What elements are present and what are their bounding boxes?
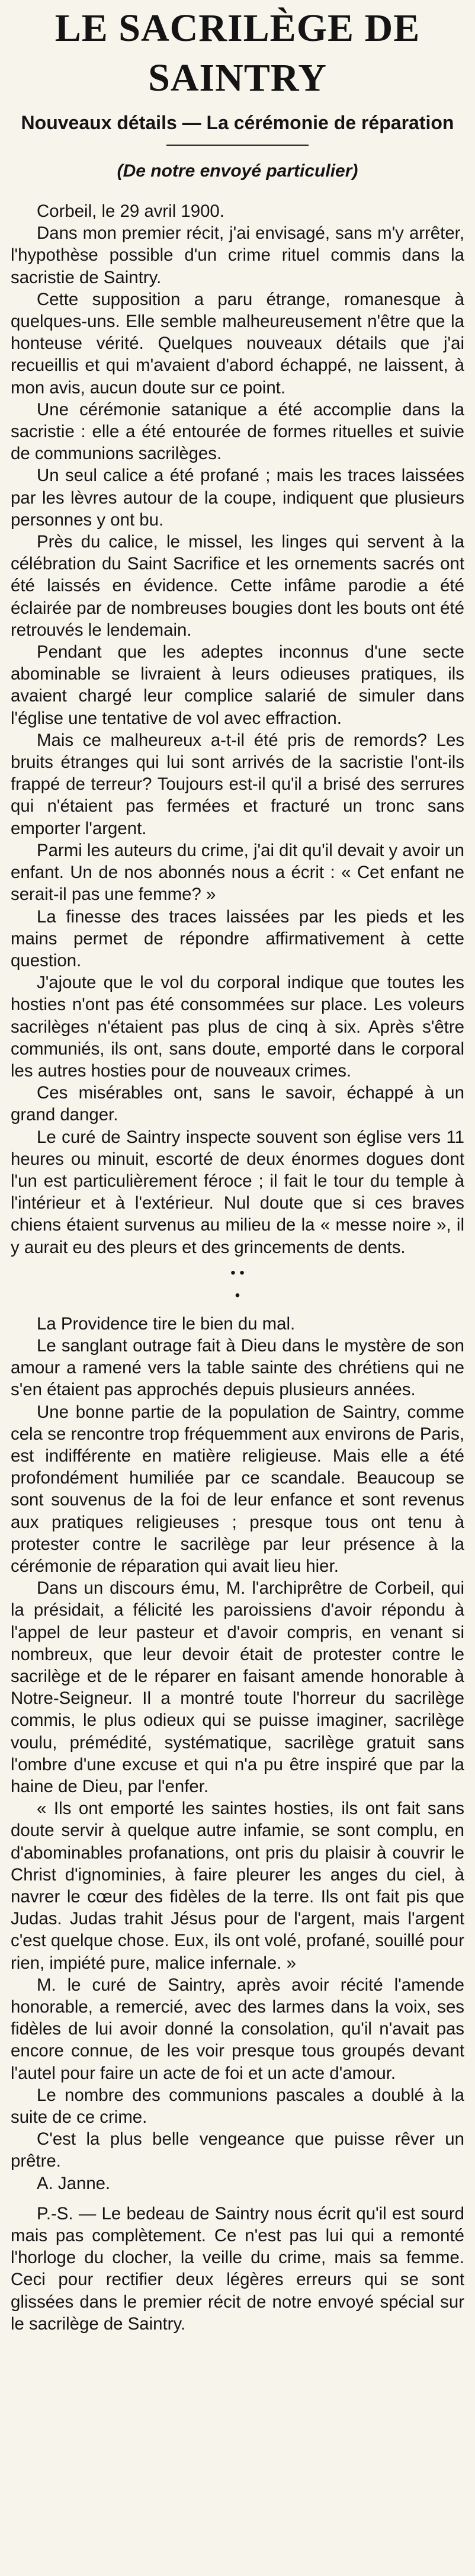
dateline: Corbeil, le 29 avril 1900. (37, 201, 224, 221)
article-body (11, 200, 464, 2335)
paragraph: Le sanglant outrage fait à Dieu dans le mystère de son amour a ramené vers la table sainte des chrétiens qui ne s'en étaient pas approchés depuis plusieurs années. (11, 1335, 464, 1400)
headline: LE SACRILÈGE DE SAINTRY (54, 7, 421, 100)
paragraph: Dans mon premier récit, j'ai envisagé, sans m'y arrêter, l'hypothèse possible d'un crime rituel commis dans la sacristie de Saintry. (11, 223, 464, 287)
paragraph: La finesse des traces laissées par les pieds et les mains permet de répondre affirmativement à cette question. (11, 906, 464, 970)
paragraph: Mais ce malheureux a-t-il été pris de remords? Les bruits étranges qui lui sont arrivés de la sacristie l'ont-ils frappé de terreur? Toujours est-il qu'il a brisé des serrures qui n'étaient pas fermées et fracturé un tronc sans emporter l'argent. (11, 730, 464, 838)
paragraph: Le curé de Saintry inspecte souvent son église vers 11 heures ou minuit, escorté de deux énormes dogues dont l'un est particulièrement féroce ; il fait le tour du temple à l'intérieur et à l'extérieur. Nul doute que si ces braves chiens étaient survenus au milieu de la « messe noire », il y aurait eu des pleurs et des grincements de dents. (11, 1127, 464, 1257)
paragraph: M. le curé de Saintry, après avoir récité l'amende honorable, a remercié, avec des larmes dans la voix, ses fidèles de lui avoir donné la consolation, qu'il n'avait pas encore connue, de les voir presque tous groupés devant l'autel pour faire un acte de foi et un acte d'amour. (11, 1975, 464, 2083)
paragraph: « Ils ont emporté les saintes hosties, ils ont fait sans doute servir à quelque autre infamie, se sont complu, en d'abominables profanations, ont pris du plaisir à couvrir le Christ d'ignominies, à faire pleurer les anges du ciel, à navrer le cœur des fidèles de la terre. Ils ont fait pis que Judas. Judas trahit Jésus pour de l'argent, mais l'argent c'est quelque chose. Eux, ils ont volé, profané, souillé pour rien, impiété pure, malice infernale. » (11, 1799, 464, 1973)
paragraph: Une cérémonie satanique a été accomplie dans la sacristie : elle a été entourée de formes rituelles et suivie de communions sacrilèges. (11, 399, 464, 464)
paragraph: Cette supposition a paru étrange, romanesque à quelques-uns. Elle semble malheureusement n'être que la honteuse vérité. Quelques nouveaux détails que j'ai recueillis et qui m'avaient d'abord échappé, ne laissent, à mon avis, aucun doute sur ce point. (11, 289, 464, 398)
paragraph: Ces misérables ont, sans le savoir, échappé à un grand danger. (11, 1083, 464, 1125)
paragraph: C'est la plus belle vengeance que puisse rêver un prêtre. (11, 2129, 464, 2171)
paragraph: Une bonne partie de la population de Saintry, comme cela se rencontre trop fréquemment aux environs de Paris, est indifférente en matière religieuse. Mais elle a été profondément humiliée par ce scandale. Beaucoup se sont souvenus de la foi de leur enfance et sont revenus aux pratiques religieuses ; presque tous ont tenu à protester contre le sacrilège par leur présence à la cérémonie de réparation qui avait lieu hier. (11, 1402, 464, 1576)
subheadline: Nouveaux détails — La cérémonie de réparation (21, 112, 454, 133)
paragraph: Le nombre des communions pascales a doublé à la suite de ce crime. (11, 2085, 464, 2128)
paragraph: Dans un discours ému, M. l'archiprêtre de Corbeil, qui la présidait, a félicité les paroissiens d'avoir répondu à l'appel de leur pasteur et d'avoir compris, en venant si nombreux, que leur devoir était de protester contre le sacrilège et de le réparer en faisant amende honorable à Notre-Seigneur. Il a montré toute l'horreur du sacrilège commis, le plus odieux qui se puisse imaginer, sacrilège voulu, prémédité, systématique, sacrilège gratuit sans l'ombre d'une excuse et qui n'a pu être inspiré que par la haine de Dieu, par l'enfer. (11, 1578, 464, 1797)
section-separator (11, 1262, 464, 1307)
paragraph: La Providence tire le bien du mal. (37, 1313, 296, 1334)
byline-envoy: (De notre envoyé particulier) (117, 161, 358, 181)
paragraph: Pendant que les adeptes inconnus d'une secte abominable se livraient à leurs odieuses pratiques, ils avaient chargé leur complice salarié de simuler dans l'église une tentative de vol avec effraction. (11, 642, 464, 728)
paragraph: Près du calice, le missel, les linges qui servent à la célébration du Saint Sacrifice et les ornements sacrés ont été laissés en évidence. Cette infâme parodie a été éclairée par de nombreuses bougies dont les bouts ont été retrouvés le lendemain. (11, 532, 464, 640)
divider (166, 145, 309, 146)
paragraph: Parmi les auteurs du crime, j'ai dit qu'il devait y avoir un enfant. Un de nos abonnés nous a écrit : « Cet enfant ne serait-il pas une femme? » (11, 840, 464, 905)
signature: A. Janne. (37, 2173, 111, 2193)
asterism: • • • (230, 1264, 245, 1303)
paragraph: Un seul calice a été profané ; mais les traces laissées par les lèvres autour de la coupe, indiquent que plusieurs personnes y ont bu. (11, 466, 464, 530)
paragraph: J'ajoute que le vol du corporal indique que toutes les hosties n'ont pas été consommées sur place. Les voleurs sacrilèges n'étaient pas plus de cinq à six. Après s'être communiés, ils ont, sans doute, emporté dans le corporal les autres hosties pour de nouveaux crimes. (11, 973, 464, 1081)
postscript: P.-S. — Le bedeau de Saintry nous écrit qu'il est sourd mais pas complètement. Ce n'est pas lui qui a remonté l'horloge du clocher, la veille du crime, mais sa femme. Ceci pour rectifier deux légères erreurs qui se sont glissées dans le premier récit de notre envoyé spécial sur le sacrilège de Saintry. (11, 2203, 464, 2334)
